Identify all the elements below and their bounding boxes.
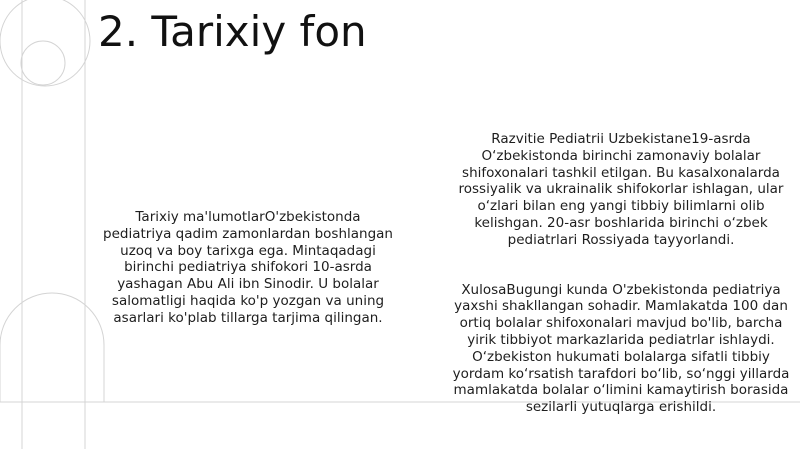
conclusion-paragraph: XulosaBugungi kunda O'zbekistonda pediatriya yaxshi shakllangan sohadir. Mamlakatda 100 dan ortiq bolalar shifoxonalari mavjud bo'lib, barcha yirik tibbiyot markazlarida pediatrlar ishlaydi. O‘zbekiston hukumati bolalarga sifatli tibbiy yordam ko‘rsatish tarafdori bo‘lib, so‘nggi yillarda mamlakatda bolalar o‘limini kamaytirish borasida sezilarli yutuqlarga erishildi. bbox=[452, 281, 790, 416]
slide-title: 2. Tarixiy fon bbox=[98, 7, 367, 56]
decor-circle-large bbox=[0, 0, 90, 86]
right-text-column bbox=[445, 131, 797, 416]
pediatrics-development-paragraph: Razvitie Pediatrii Uzbekistane19-asrda O‘zbekistonda birinchi zamonaviy bolalar shifoxonalari tashkil etilgan. Bu kasalxonalarda rossiyalik va ukrainalik shifokorlar ishlagan, ular o‘zlari bilan eng yangi tibbiy bilimlarni olib kelishgan. 20-asr boshlarida birinchi o‘zbek pediatrlari Rossiyada tayyorlandi. bbox=[458, 131, 784, 248]
decor-circle-small bbox=[21, 41, 65, 85]
decor-arch bbox=[0, 293, 104, 402]
left-text-column bbox=[100, 209, 396, 327]
historical-info-paragraph: Tarixiy ma'lumotlarO'zbekistonda pediatriya qadim zamonlardan boshlangan uzoq va boy tarixga ega. Mintaqadagi birinchi pediatriya shifokori 10-asrda yashagan Abu Ali ibn Sinodir. U bolalar salomatligi haqida ko'p yozgan va uning asarlari ko'plab tillarga tarjima qilingan. bbox=[103, 209, 393, 326]
